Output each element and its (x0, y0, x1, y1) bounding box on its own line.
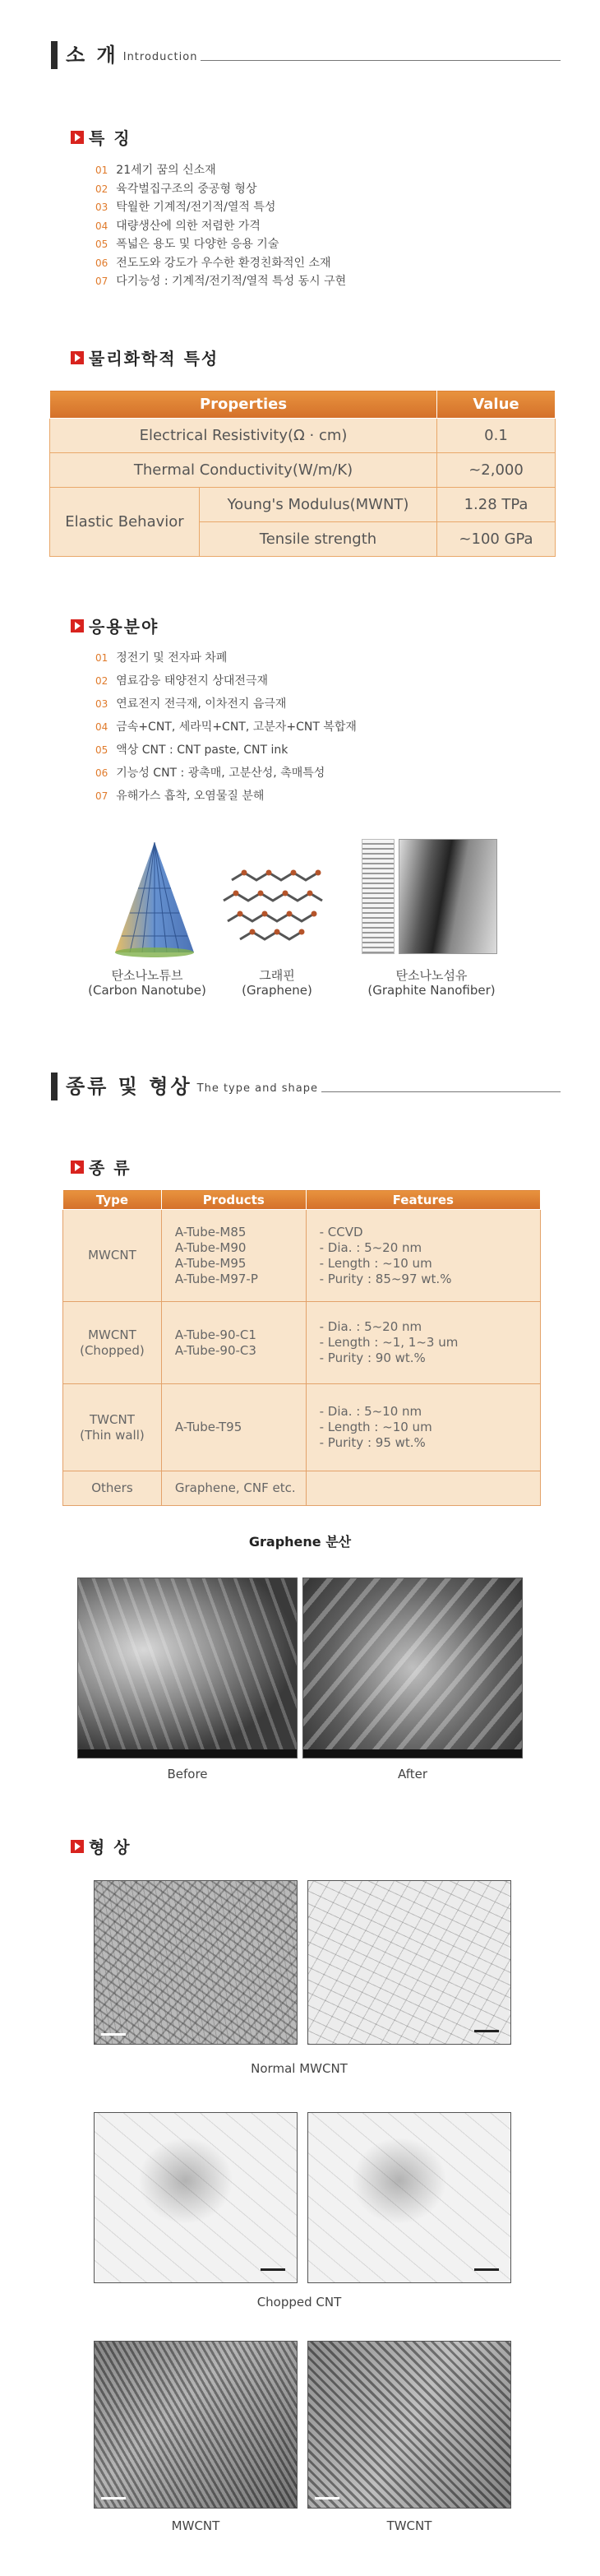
types-table (62, 1189, 541, 1506)
list-item: 03 탁월한 기계적/전기적/열적 특성 (95, 201, 276, 214)
red-arrow-icon (71, 351, 84, 364)
section-rule (321, 1091, 561, 1092)
products-cell: A-Tube-M85 A-Tube-M90 A-Tube-M95 A-Tube-M97-P (161, 1210, 306, 1302)
graphene-illustration (215, 847, 339, 950)
products-cell: A-Tube-90-C1 A-Tube-90-C3 (161, 1302, 306, 1384)
features-cell: - Dia. : 5~20 nm - Length : ~1, 1~3 um - Purity : 90 wt.% (306, 1302, 540, 1384)
red-arrow-icon (71, 1161, 84, 1174)
section-header-introduction (51, 36, 561, 69)
section-rule (201, 60, 561, 61)
table-cell: 0.1 (437, 419, 556, 453)
type-cell: Others (63, 1471, 162, 1506)
normal-mwcnt-caption: Normal MWCNT (251, 2061, 348, 2076)
mwcnt-hrtem-image (94, 2341, 298, 2509)
chopped-cnt-tem-image-1 (94, 2112, 298, 2283)
properties-heading (71, 345, 219, 369)
graphene-before-sem-image (77, 1578, 298, 1758)
section-bar (51, 41, 58, 69)
table-cell: ~2,000 (437, 453, 556, 488)
table-cell: Thermal Conductivity(W/m/K) (50, 453, 437, 488)
structure-caption-nanofiber: 탄소나노섬유 (Graphite Nanofiber) (367, 968, 496, 998)
table-cell: Electrical Resistivity(Ω · cm) (50, 419, 437, 453)
type-cell: MWCNT (Chopped) (63, 1302, 162, 1384)
table-header: Type (63, 1190, 162, 1210)
list-item: 05 폭넓은 용도 및 다양한 응용 기술 (95, 238, 279, 251)
type-cell: TWCNT (Thin wall) (63, 1384, 162, 1471)
applications-title: 응용분야 (89, 617, 159, 637)
red-arrow-icon (71, 619, 84, 632)
table-row (63, 1471, 541, 1506)
table-header-properties: Properties (50, 391, 437, 419)
red-arrow-icon (71, 131, 84, 144)
table-row (63, 1302, 541, 1384)
section-header-types (51, 1068, 561, 1100)
table-header: Products (161, 1190, 306, 1210)
structure-caption-cnt: 탄소나노튜브 (Carbon Nanotube) (88, 968, 206, 998)
nanofiber-tem-image (399, 839, 497, 954)
products-cell: A-Tube-T95 (161, 1384, 306, 1471)
table-header: Features (306, 1190, 540, 1210)
features-heading (71, 125, 132, 149)
graphene-after-sem-image (302, 1578, 523, 1758)
table-cell: Elastic Behavior (50, 488, 200, 557)
features-cell: - Dia. : 5~10 nm - Length : ~10 um - Purity : 95 wt.% (306, 1384, 540, 1471)
table-cell: ~100 GPa (437, 522, 556, 557)
table-cell: Tensile strength (200, 522, 437, 557)
nanofiber-stack-illustration (362, 839, 395, 954)
section-title-en: Introduction (122, 51, 198, 63)
graphene-before-caption: Before (167, 1767, 208, 1781)
list-item: 02 염료감응 태양전지 상대전극재 (95, 674, 268, 688)
properties-title: 물리화학적 특성 (89, 349, 219, 368)
applications-heading (71, 614, 159, 637)
features-cell (306, 1471, 540, 1506)
features-list (95, 161, 346, 291)
features-title: 특 징 (89, 128, 132, 148)
table-row (63, 1210, 541, 1302)
shape-title: 형 상 (89, 1837, 132, 1857)
mwcnt-caption: MWCNT (171, 2518, 220, 2533)
types-title: 종 류 (89, 1158, 132, 1178)
list-item: 02 육각벌집구조의 중공형 형상 (95, 182, 257, 196)
list-item: 01 정전기 및 전자파 차폐 (95, 651, 228, 665)
red-arrow-icon (71, 1840, 84, 1853)
products-cell: Graphene, CNF etc. (161, 1471, 306, 1506)
section-title-ko: 종류 및 형상 (66, 1075, 192, 1098)
graphene-dispersion-title: Graphene 분산 (248, 1534, 352, 1550)
section-title-ko: 소 개 (66, 44, 118, 67)
chopped-cnt-caption: Chopped CNT (256, 2295, 342, 2310)
twcnt-hrtem-image (307, 2341, 511, 2509)
section-title-en: The type and shape (196, 1082, 318, 1095)
table-row (63, 1384, 541, 1471)
normal-mwcnt-tem-image-1 (94, 1880, 298, 2045)
table-cell: Young's Modulus(MWNT) (200, 488, 437, 522)
list-item: 06 전도도와 강도가 우수한 환경친화적인 소재 (95, 256, 331, 270)
types-heading (71, 1155, 132, 1179)
table-cell: 1.28 TPa (437, 488, 556, 522)
table-header-value: Value (437, 391, 556, 419)
section-bar (51, 1073, 58, 1100)
list-item: 07 유해가스 흡착, 오염물질 분해 (95, 790, 265, 803)
structure-caption-graphene: 그래핀 (Graphene) (242, 968, 312, 998)
twcnt-caption: TWCNT (386, 2518, 432, 2533)
properties-table (49, 390, 556, 557)
type-cell: MWCNT (63, 1210, 162, 1302)
applications-list (95, 646, 357, 808)
list-item: 06 기능성 CNT : 광촉매, 고분산성, 촉매특성 (95, 767, 325, 780)
carbon-nanotube-illustration (105, 839, 204, 958)
list-item: 04 금속+CNT, 세라믹+CNT, 고분자+CNT 복합재 (95, 720, 357, 734)
list-item: 01 21세기 꿈의 신소재 (95, 164, 216, 177)
list-item: 07 다기능성 : 기계적/전기적/열적 특성 동시 구현 (95, 275, 347, 288)
list-item: 03 연료전지 전극재, 이차전지 음극재 (95, 697, 287, 711)
normal-mwcnt-tem-image-2 (307, 1880, 511, 2045)
chopped-cnt-tem-image-2 (307, 2112, 511, 2283)
list-item: 05 액상 CNT : CNT paste, CNT ink (95, 744, 288, 757)
features-cell: - CCVD - Dia. : 5~20 nm - Length : ~10 um - Purity : 85~97 wt.% (306, 1210, 540, 1302)
graphene-after-caption: After (397, 1767, 428, 1781)
shape-heading (71, 1834, 132, 1858)
list-item: 04 대량생산에 의한 저렴한 가격 (95, 219, 261, 233)
